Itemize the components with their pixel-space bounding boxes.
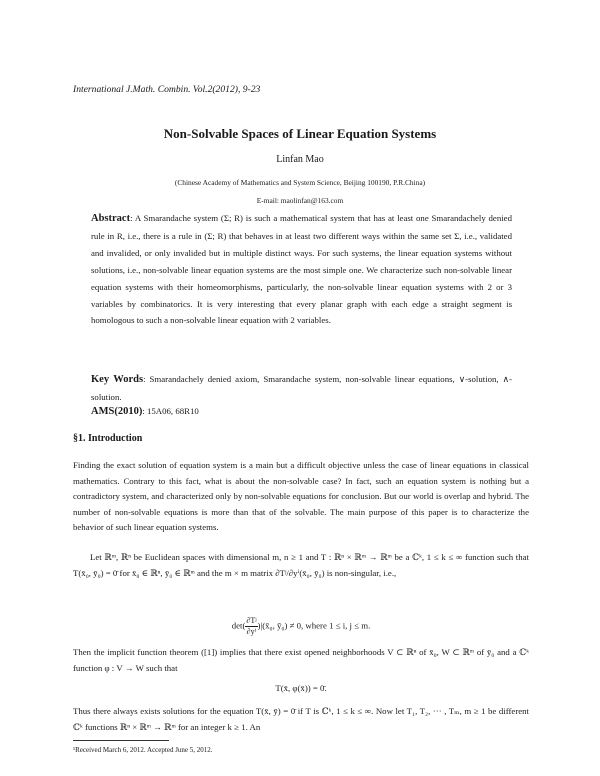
equation-implicit: T(x̄, φ(x̄)) = 0̄.: [275, 683, 327, 693]
intro-paragraph-2: Let ℝᵐ, ℝⁿ be Euclidean spaces with dimensional m, n ≥ 1 and T : ℝⁿ × ℝᵐ → ℝᵐ be a ℂᵏ, 1 ≤ k ≤ ∞ function such that T(x̄₀, ȳ₀) = 0̄ for x̄₀ ∈ ℝⁿ, ȳ₀ ∈ ℝᵐ and the m × m matrix ∂Tʲ/∂yⁱ(x̄₀, ȳ₀) is non-singular, i.e.,: [73, 552, 529, 578]
eq1-fraction: [245, 616, 257, 637]
affiliation: (Chinese Academy of Mathematics and System Science, Beijing 100190, P.R.China): [174, 178, 426, 187]
ams-text: : 15A06, 68R10: [142, 406, 199, 416]
author: Linfan Mao: [276, 154, 324, 165]
abstract-text: : A Smarandache system (Σ; R) is such a mathematical system that has at least one Smarandachely denied rule in R, i.e., there is a rule in (Σ; R) that behaves in at least two different ways within the same set Σ, i.e., validated and invalided, or only invalided but in multiple distinct ways. For such systems, the linear equation systems without solutions, i.e., non-solvable linear equation systems are the most simple one. We characterize such non-solvable linear equation systems with their homeomorphisms, particularly, the non-solvable linear equation systems with 2 or 3 variables by combinatorics. It is very interesting that every planar graph with each edge a straight segment is homologous to such a non-solvable linear equation with 2 variables.: [91, 213, 512, 326]
footnote: ¹Received March 6, 2012. Accepted June 5, 2012.: [73, 746, 213, 754]
keywords-text: : Smarandachely denied axiom, Smarandache system, non-solvable linear equations, ∨-solution, ∧-solution.: [91, 374, 512, 402]
abstract: [91, 210, 512, 329]
keywords-label: Key Words: [91, 374, 144, 385]
journal-header: International J.Math. Combin. Vol.2(2012), 9-23: [73, 84, 261, 95]
keywords: [91, 371, 512, 406]
intro-paragraph-3: Then the implicit function theorem ([1]) implies that there exist opened neighborhoods V ⊂ ℝⁿ of x̄₀, W ⊂ ℝᵐ of ȳ₀ and a ℂᵏ function φ : V → W such that: [73, 647, 529, 673]
intro-paragraph-1: Finding the exact solution of equation system is a main but a difficult objective unless the case of linear equations in classical mathematics. Contrary to this fact, what is about the non-solvable case? In fact, such an equation system is nothing but a contradictory system, and characterized only by non-solvable equations for conclusion. But our world is overlap and hybrid. The number of non-solvable equations is more than that of the solvable. The main purpose of this paper is to characterize the behavior of such linear equation systems.: [73, 460, 529, 533]
email: E-mail: maolinfan@163.com: [256, 196, 344, 205]
equation-determinant: [73, 616, 529, 637]
abstract-label: Abstract: [91, 213, 131, 224]
eq1-numerator: ∂Tʲ: [246, 616, 257, 625]
ams-label: AMS(2010): [91, 406, 143, 417]
ams-classification: [91, 403, 512, 421]
eq1-rest: )|(x̄₀, ȳ₀) ≠ 0, where 1 ≤ i, j ≤ m.: [257, 620, 371, 631]
eq1-det: det(: [231, 620, 246, 631]
eq1-denominator: ∂yⁱ: [246, 627, 257, 636]
footnote-rule: [73, 740, 169, 741]
paper-title: Non-Solvable Spaces of Linear Equation Systems: [163, 126, 437, 141]
section-title: §1. Introduction: [73, 433, 143, 444]
intro-paragraph-4: Thus there always exists solutions for the equation T(x̄, ȳ) = 0̄ if T is ℂᵏ, 1 ≤ k ≤ ∞. Now let T₁, T₂, ··· , Tₘ, m ≥ 1 be different ℂᵏ functions ℝⁿ × ℝᵐ → ℝᵐ for an integer k ≥ 1. An: [73, 706, 529, 732]
